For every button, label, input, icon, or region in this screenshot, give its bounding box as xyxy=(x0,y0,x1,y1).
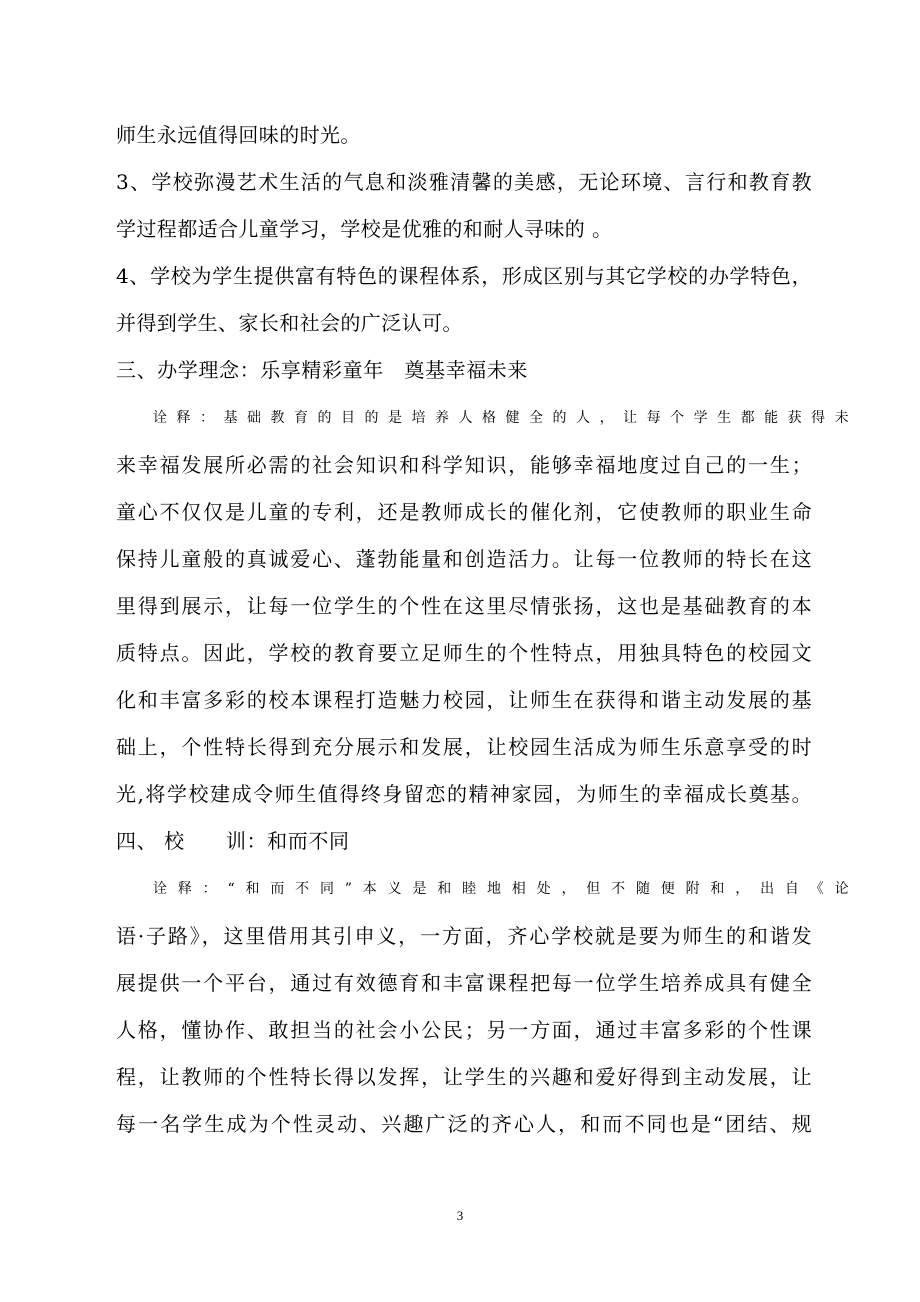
text-line: 诠释：基础教育的目的是培养人格健全的人，让每个学生都能获得未 xyxy=(153,409,849,426)
text-line: 童心不仅仅是儿童的专利，还是教师成长的催化剂，它使教师的职业生命 xyxy=(116,499,812,524)
text-line: 4、学校为学生提供富有特色的课程体系，形成区别与其它学校的办学特色， xyxy=(116,264,812,289)
text-line: 3、学校弥漫艺术生活的气息和淡雅清馨的美感，无论环境、言行和教育教 xyxy=(116,170,812,195)
text-line: 学过程都适合儿童学习，学校是优雅的和耐人寻味的 。 xyxy=(116,217,613,242)
text-line: 师生永远值得回味的时光。 xyxy=(116,123,361,147)
text-line: 展提供一个平台，通过有效德育和丰富课程把每一位学生培养成具有健全 xyxy=(116,970,812,995)
text-line: 里得到展示，让每一位学生的个性在这里尽情张扬，这也是基础教育的本 xyxy=(116,593,812,618)
text-line: 程，让教师的个性特长得以发挥，让学生的兴趣和爱好得到主动发展，让 xyxy=(116,1064,812,1089)
text-line: 光,将学校建成令师生值得终身留恋的精神家园，为师生的幸福成长奠基。 xyxy=(116,782,812,807)
text-line: 化和丰富多彩的校本课程打造魅力校园，让师生在获得和谐主动发展的基 xyxy=(116,688,812,713)
text-line: 来幸福发展所必需的社会知识和科学知识，能够幸福地度过自己的一生； xyxy=(116,452,812,477)
text-line: 每一名学生成为个性灵动、兴趣广泛的齐心人，和而不同也是“团结、规 xyxy=(116,1111,812,1136)
text-line: 人格，懂协作、敢担当的社会小公民；另一方面，通过丰富多彩的个性课 xyxy=(116,1017,812,1042)
section-heading: 四、 校 训：和而不同 xyxy=(116,829,350,854)
text-line: 语·子路》，这里借用其引申义，一方面，齐心学校就是要为师生的和谐发 xyxy=(116,923,812,948)
document-body xyxy=(116,112,849,1148)
page-number: 3 xyxy=(456,1208,464,1223)
text-line: 并得到学生、家长和社会的广泛认可。 xyxy=(116,311,463,336)
text-line: 诠释：“和而不同”本义是和睦地相处，但不随便附和，出自《论 xyxy=(153,880,849,897)
text-line: 保持儿童般的真诚爱心、蓬勃能量和创造活力。让每一位教师的特长在这 xyxy=(116,546,812,571)
text-line: 础上，个性特长得到充分展示和发展，让校园生活成为师生乐意享受的时 xyxy=(116,735,812,760)
text-line: 质特点。因此，学校的教育要立足师生的个性特点，用独具特色的校园文 xyxy=(116,641,812,666)
section-heading: 三、办学理念：乐享精彩童年 奠基幸福未来 xyxy=(116,358,528,383)
